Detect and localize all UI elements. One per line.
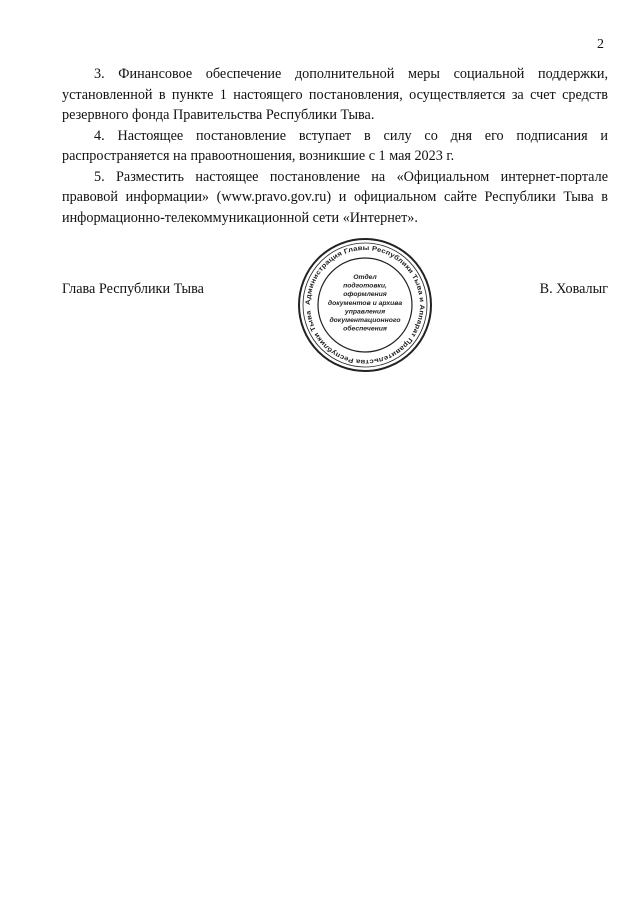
paragraph-5: 5. Разместить настоящее постановление на «Официальном интернет-портале правовой информации» (www.pravo.gov.ru) и официальном сайте Республики Тыва в информационно-телекоммуникационной сети «Интернет». [62, 168, 608, 226]
stamp-center-line: оформления [343, 291, 387, 299]
stamp-center-line: управления [344, 308, 386, 316]
paragraph-4: 4. Настоящее постановление вступает в силу со дня его подписания и распространяется на правоотношения, возникшие с 1 мая 2023 г. [62, 127, 608, 164]
stamp-center-line: Отдел [353, 274, 377, 281]
paragraph-3: 3. Финансовое обеспечение дополнительной меры социальной поддержки, установленной в пункте 1 настоящего постановления, осуществляется за счет средств резервного фонда Правительства Республики Тыва. [62, 66, 608, 123]
stamp-center-line: документационного [329, 317, 401, 324]
signer-name: В. Ховалыг [539, 281, 608, 297]
stamp-center-line: подготовки, [343, 282, 387, 290]
stamp-center-text [328, 273, 402, 333]
page-number: 2 [597, 37, 604, 52]
official-stamp [296, 236, 434, 374]
signer-title: Глава Республики Тыва [62, 281, 204, 297]
stamp-ring-text: Администрация Главы Республики Тыва и Аппарат Правительства Республики Тыва [304, 244, 426, 366]
document-body [62, 64, 608, 228]
stamp-center-line: документов и архива [327, 299, 403, 307]
stamp-center-line: обеспечения [343, 325, 387, 333]
